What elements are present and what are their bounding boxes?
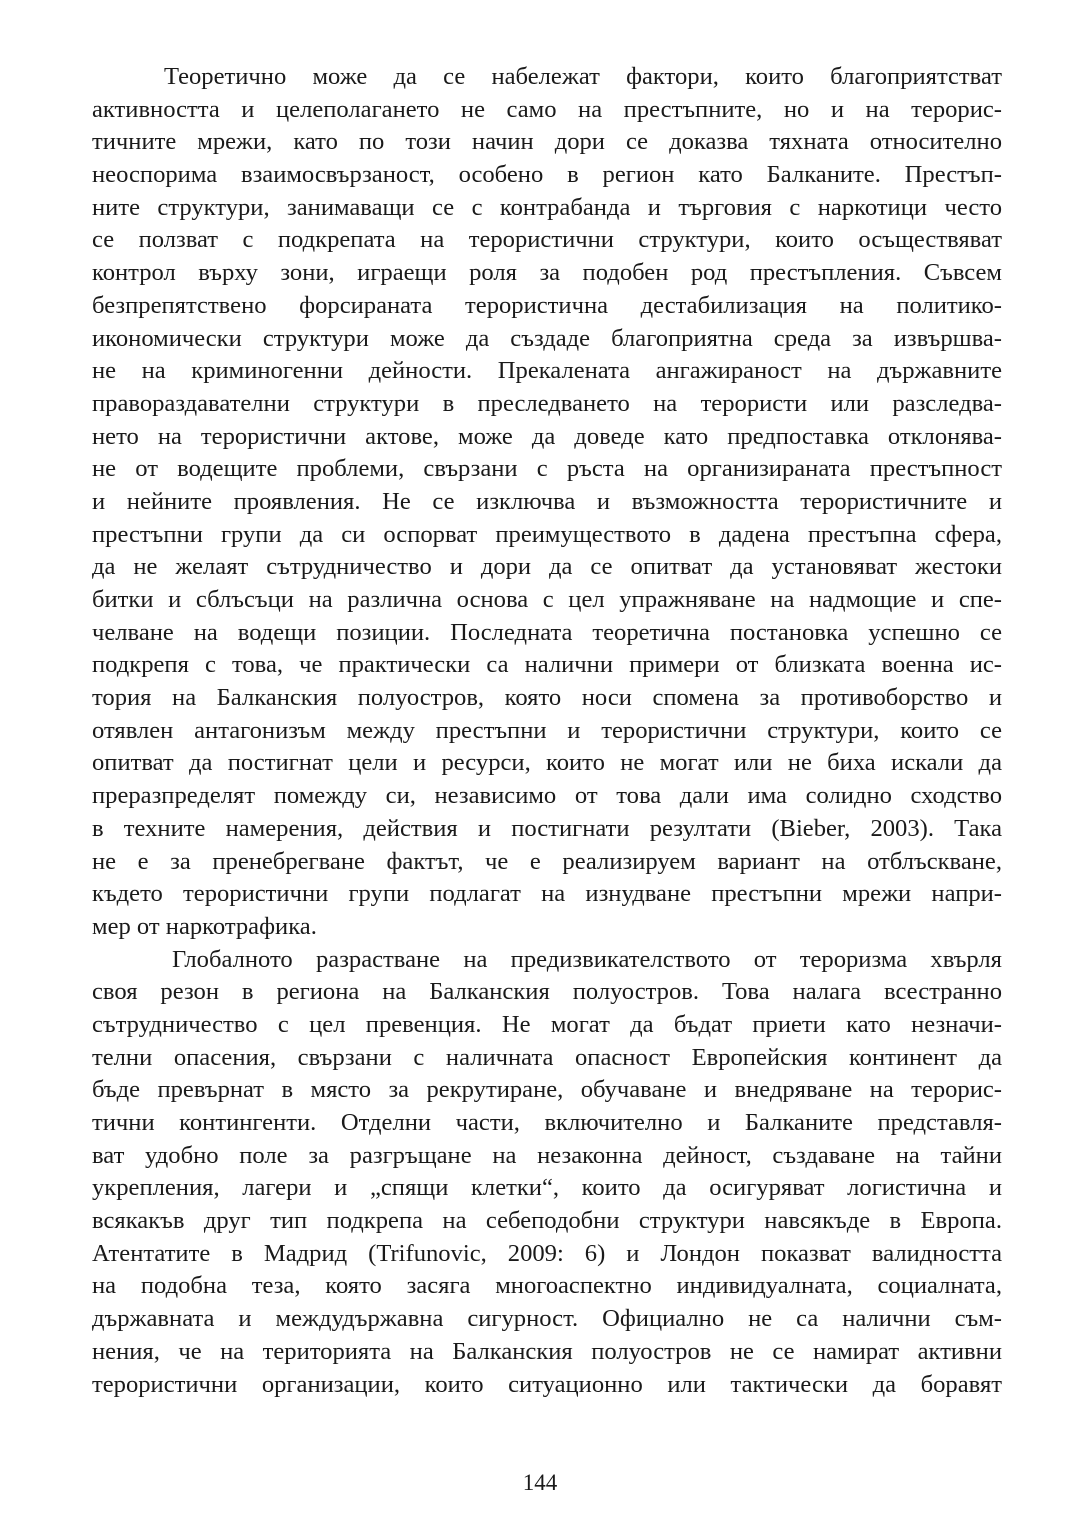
text-line: на подобна теза, която засяга многоаспектно индивидуалната, социалната, <box>92 1272 1002 1300</box>
text-line: отявлен антагонизъм между престъпни и терористични структури, които се <box>92 716 1002 744</box>
text-line: нето на терористични актове, може да доведе като предпоставка отклонява- <box>92 422 1002 450</box>
text-line: тични контингенти. Отделни части, включително и Балканите представля- <box>92 1109 1002 1136</box>
text-line: битки и сблъсъци на различна основа с цел упражняване на надмощие и спе- <box>92 586 1002 613</box>
text-line: в техните намерения, действия и постигнати резултати (Bieber, 2003). Така <box>92 814 1002 842</box>
text-line: се ползват с подкрепата на терористични структури, които осъществяват <box>92 226 1002 254</box>
text-line: и нейните проявления. Не се изключва и възможността терористичните и <box>92 487 1002 515</box>
text-line: ните структури, занимаващи се с контрабанда и търговия с наркотици често <box>92 193 1002 221</box>
text-line: нения, че на територията на Балканския полуостров не се намират активни <box>92 1337 1002 1365</box>
text-line: контрол върху зони, играещи роля за подобен род престъпления. Съвсем <box>92 259 1002 287</box>
text-line: бъде превърнат в място за рекрутиране, обучаване и внедряване на терорис- <box>92 1076 1002 1104</box>
text-line: не от водещите проблеми, свързани с ръста на организираната престъпност <box>92 455 1002 483</box>
text-line: своя резон в региона на Балканския полуостров. Това налага всестранно <box>92 978 1002 1006</box>
text-line: сътрудничество с цел превенция. Не могат да бъдат приети като незначи- <box>92 1010 1002 1038</box>
text-line: неоспорима взаимосвързаност, особено в регион като Балканите. Престъп- <box>92 161 1002 189</box>
text-line: правораздавателни структури в преследването на терористи или разследва- <box>92 389 1002 417</box>
text-line: опитват да постигнат цели и ресурси, които не могат или не биха искали да <box>92 749 1002 777</box>
page-number: 144 <box>522 1470 558 1495</box>
text-line: Теоретично може да се набележат фактори, които благоприятстват <box>164 63 1002 90</box>
text-line: преразпределят помежду си, независимо от това дали има солидно сходство <box>92 782 1002 810</box>
text-line: безпрепятствено форсираната терористична дестабилизация на политико- <box>92 291 1002 319</box>
paragraph-1 <box>92 61 1002 944</box>
text-line: да не желаят сътрудничество и дори да се опитват да установяват жестоки <box>92 553 1002 581</box>
text-line: укрепления, лагери и „спящи клетки“, които да осигуряват логистична и <box>92 1174 1002 1202</box>
text-line: активността и целеполагането не само на престъпните, но и на терорис- <box>92 95 1002 123</box>
text-line: държавната и междудържавна сигурност. Официално не са налични съм- <box>92 1305 1002 1333</box>
text-line: тория на Балканския полуостров, която носи спомена за противоборство и <box>92 684 1002 712</box>
text-line: не е за пренебрегване фактът, че е реализируем вариант на отблъскване, <box>92 847 1002 875</box>
text-line: телни опасения, свързани с наличната опасност Европейския континент да <box>92 1043 1002 1071</box>
text-line: терористични организации, които ситуационно или тактически да боравят <box>92 1370 1002 1398</box>
text-line: всякакъв друг тип подкрепа на себеподобни структури навсякъде в Европа. <box>92 1207 1002 1235</box>
text-line: мер от наркотрафика. <box>92 912 317 940</box>
text-line: където терористични групи подлагат на изнудване престъпни мрежи напри- <box>92 880 1002 908</box>
text-line: ват удобно поле за разгръщане на незаконна дейност, създаване на тайни <box>92 1141 1002 1169</box>
text-line: икономически структури може да създаде благоприятна среда за извършва- <box>92 324 1002 352</box>
body-text <box>92 61 1002 1401</box>
text-line: престъпни групи да си оспорват преимуществото в дадена престъпна сфера, <box>92 520 1002 548</box>
text-line: тичните мрежи, като по този начин дори се доказва тяхната относително <box>92 128 1002 156</box>
text-line: челване на водещи позиции. Последната теоретична постановка успешно се <box>92 618 1002 646</box>
text-line: не на криминогенни дейности. Прекалената ангажираност на държавните <box>92 357 1002 385</box>
text-line: Атентатите в Мадрид (Trifunovic, 2009: 6) и Лондон показват валидността <box>92 1239 1002 1267</box>
paragraph-2 <box>92 944 1002 1402</box>
text-line: подкрепя с това, че практически са налични примери от близката военна ис- <box>92 651 1002 679</box>
text-line: Глобалното разрастване на предизвикателството от тероризма хвърля <box>172 945 1002 973</box>
